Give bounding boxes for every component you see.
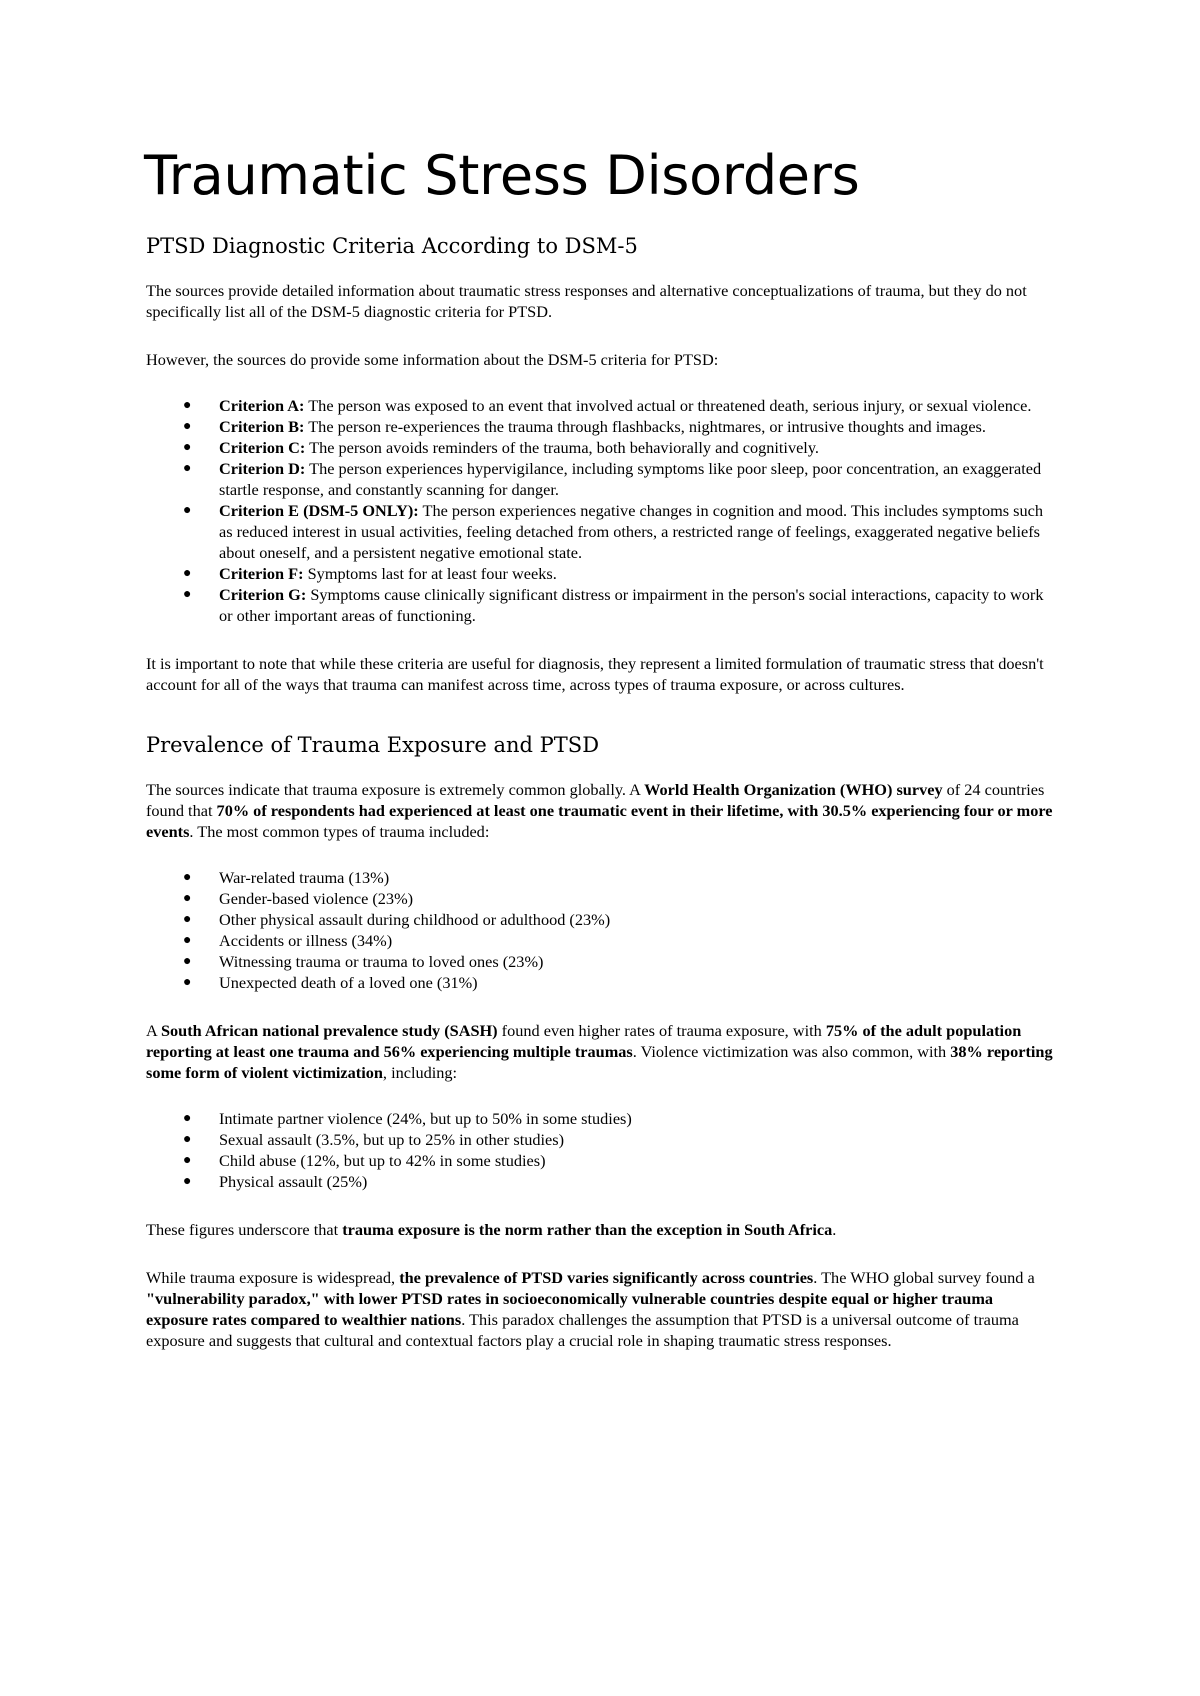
bullet-icon: ● <box>183 587 192 602</box>
bullet-icon: ● <box>183 1132 192 1147</box>
criterion-label: Criterion D: <box>219 459 306 478</box>
list-item: ● Other physical assault during childhood or adulthood (23%) <box>183 910 611 929</box>
bullet-icon: ● <box>183 566 192 581</box>
list-item <box>146 416 1058 437</box>
intro-paragraph-2: However, the sources do provide some information about the DSM-5 criteria for PTSD: <box>146 350 719 369</box>
bullet-icon: ● <box>183 1111 192 1126</box>
criterion-text: The person experiences hypervigilance, including symptoms like poor sleep, poor concentration, an exaggerated startle response, and constantly scanning for danger. <box>219 459 1042 499</box>
list-item: ● Intimate partner violence (24%, but up to 50% in some studies) <box>183 1109 632 1128</box>
document-page <box>146 0 1058 1351</box>
list-item <box>146 437 1058 458</box>
bullet-icon: ● <box>183 419 192 434</box>
list-item <box>146 395 1058 416</box>
criterion-label: Criterion F: <box>219 564 304 583</box>
criterion-text: Symptoms last for at least four weeks. <box>303 564 557 583</box>
intro-paragraph: The sources provide detailed information about traumatic stress responses and alternative conceptualizations of trauma, but they do not specifically list all of the DSM-5 diagnostic criteria for PTSD. <box>146 281 1027 321</box>
list-item <box>146 458 1058 500</box>
who-trauma-list <box>146 867 1058 993</box>
criterion-label: Criterion A: <box>219 396 305 415</box>
bullet-icon: ● <box>183 912 192 927</box>
list-item <box>146 563 1058 584</box>
bullet-icon: ● <box>183 891 192 906</box>
bullet-icon: ● <box>183 461 192 476</box>
sash-victimization-list <box>146 1108 1058 1192</box>
criterion-text: The person re-experiences the trauma through flashbacks, nightmares, or intrusive thoughts and images. <box>304 417 986 436</box>
bullet-icon: ● <box>183 1153 192 1168</box>
list-item: ● Unexpected death of a loved one (31%) <box>183 973 478 992</box>
criterion-label: Criterion G: <box>219 585 307 604</box>
criterion-label: Criterion E (DSM-5 ONLY): <box>219 501 419 520</box>
bullet-icon: ● <box>183 870 192 885</box>
bullet-icon: ● <box>183 954 192 969</box>
list-item: ● War-related trauma (13%) <box>183 868 390 887</box>
bullet-icon: ● <box>183 1174 192 1189</box>
list-item: ● Witnessing trauma or trauma to loved ones (23%) <box>183 952 544 971</box>
list-item <box>146 584 1058 626</box>
section-heading-dsm5: PTSD Diagnostic Criteria According to DSM-5 <box>146 234 638 258</box>
bullet-icon: ● <box>183 440 192 455</box>
bullet-icon: ● <box>183 975 192 990</box>
sash-paragraph: A South African national prevalence study (SASH) found even higher rates of trauma exposure, with 75% of the adult population reporting at least one trauma and 56% experiencing multiple traumas. Violence victimization was also common, with 38% reporting some form of violent victimization, including: <box>146 1021 1053 1082</box>
underscore-paragraph: These figures underscore that trauma exposure is the norm rather than the exception in South Africa. <box>146 1220 837 1239</box>
criterion-text: The person avoids reminders of the trauma, both behaviorally and cognitively. <box>305 438 819 457</box>
list-item: ● Accidents or illness (34%) <box>183 931 393 950</box>
closing-paragraph: It is important to note that while these criteria are useful for diagnosis, they represent a limited formulation of traumatic stress that doesn't account for all of the ways that trauma can manifest across time, across types of trauma exposure, or across cultures. <box>146 654 1044 694</box>
criterion-text: Symptoms cause clinically significant distress or impairment in the person's social interactions, capacity to work or other important areas of functioning. <box>219 585 1044 625</box>
criterion-label: Criterion B: <box>219 417 305 436</box>
list-item: ● Sexual assault (3.5%, but up to 25% in other studies) <box>183 1130 565 1149</box>
bullet-icon: ● <box>183 398 192 413</box>
criterion-text: The person was exposed to an event that involved actual or threatened death, serious injury, or sexual violence. <box>304 396 1032 415</box>
bullet-icon: ● <box>183 503 192 518</box>
who-paragraph: The sources indicate that trauma exposure is extremely common globally. A World Health Organization (WHO) survey of 24 countries found that 70% of respondents had experienced at least one traumatic event in their lifetime, with 30.5% experiencing four or more events. The most common types of trauma included: <box>146 780 1053 841</box>
document-title: Traumatic Stress Disorders <box>144 144 860 207</box>
list-item: ● Child abuse (12%, but up to 42% in some studies) <box>183 1151 546 1170</box>
section-heading-prevalence: Prevalence of Trauma Exposure and PTSD <box>146 733 600 757</box>
list-item: ● Gender-based violence (23%) <box>183 889 414 908</box>
bullet-icon: ● <box>183 933 192 948</box>
list-item: ● Physical assault (25%) <box>183 1172 368 1191</box>
criterion-text: The person experiences negative changes in cognition and mood. This includes symptoms such as reduced interest in usual activities, feeling detached from others, a restricted range of feelings, exaggerated negative beliefs about oneself, and a persistent negative emotional state. <box>219 501 1044 562</box>
list-item <box>146 500 1058 563</box>
paradox-paragraph: While trauma exposure is widespread, the prevalence of PTSD varies significantly across countries. The WHO global survey found a "vulnerability paradox," with lower PTSD rates in socioeconomically vulnerable countries despite equal or higher trauma exposure rates compared to wealthier nations. This paradox challenges the assumption that PTSD is a universal outcome of trauma exposure and suggests that cultural and contextual factors play a crucial role in shaping traumatic stress responses. <box>146 1268 1035 1350</box>
criterion-label: Criterion C: <box>219 438 306 457</box>
criteria-list <box>146 395 1058 626</box>
